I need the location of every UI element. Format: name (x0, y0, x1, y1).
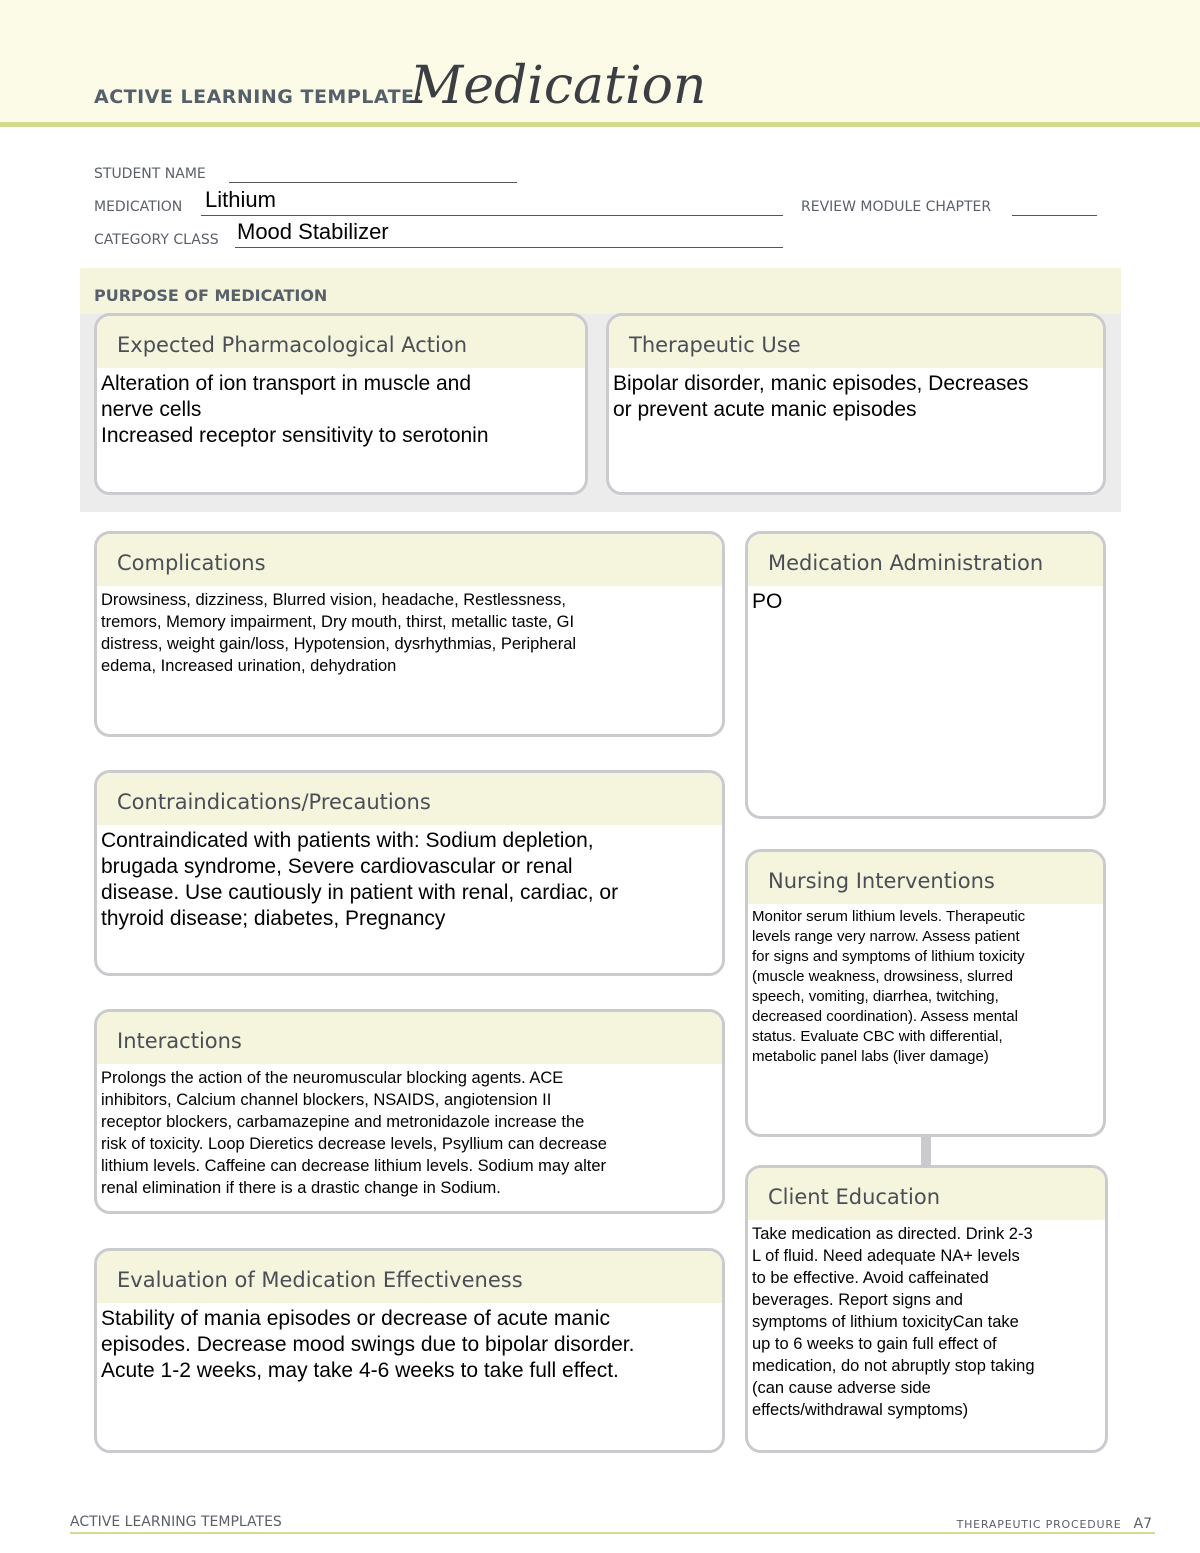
footer-right-text: THERAPEUTIC PROCEDURE (956, 1518, 1122, 1531)
expected-action-text[interactable]: Alteration of ion transport in muscle and nerve cells Increased receptor sensitivity to serotonin (101, 372, 489, 447)
review-module-line[interactable] (1012, 215, 1097, 216)
contraindications-text[interactable]: Contraindicated with patients with: Sodium depletion, brugada syndrome, Severe cardiovascular or renal disease. Use cautiously in patient with renal, cardiac, or thyroid disease; diabetes, Pregnancy (101, 829, 619, 930)
expected-action-title: Expected Pharmacological Action (97, 316, 585, 368)
therapeutic-use-box (606, 313, 1106, 495)
medication-value: Lithium (205, 187, 276, 212)
evaluation-box (94, 1248, 725, 1453)
contraindications-box (94, 770, 725, 976)
complications-title: Complications (97, 534, 722, 586)
nursing-interventions-title: Nursing Interventions (748, 852, 1103, 904)
complications-text[interactable]: Drowsiness, dizziness, Blurred vision, headache, Restlessness, tremors, Memory impairment, Dry mouth, thirst, metallic taste, GI distress, weight gain/loss, Hypotension, dysrhythmias, Peripheral edema, Increased urination, dehydration (101, 591, 577, 675)
footer-rule (70, 1532, 1155, 1534)
client-education-box (745, 1165, 1108, 1453)
medication-administration-title: Medication Administration (748, 534, 1103, 586)
template-label: ACTIVE LEARNING TEMPLATE: (94, 86, 423, 108)
complications-box (94, 531, 725, 737)
medication-administration-text[interactable]: PO (752, 590, 783, 613)
evaluation-title: Evaluation of Medication Effectiveness (97, 1251, 722, 1303)
interactions-text[interactable]: Prolongs the action of the neuromuscular blocking agents. ACE inhibitors, Calcium channel blockers, NSAIDS, angiotension II receptor blockers, carbamazepine and metronidazole increase the risk of toxicity. Loop Dieretics decrease levels, Psyllium can decrease lithium levels. Caffeine can decrease lithium levels. Sodium may alter renal elimination if there is a drastic change in Sodium. (101, 1069, 607, 1197)
category-class-line[interactable] (235, 247, 783, 248)
medication-line[interactable] (201, 215, 783, 216)
student-name-label: STUDENT NAME (94, 166, 206, 182)
nursing-interventions-box (745, 849, 1106, 1137)
review-module-label: REVIEW MODULE CHAPTER (801, 199, 992, 215)
interactions-box (94, 1009, 725, 1214)
medication-administration-box (745, 531, 1106, 819)
therapeutic-use-title: Therapeutic Use (609, 316, 1103, 368)
header-rule (0, 122, 1200, 127)
footer-left-text: ACTIVE LEARNING TEMPLATES (70, 1514, 282, 1530)
therapeutic-use-text[interactable]: Bipolar disorder, manic episodes, Decreases or prevent acute manic episodes (613, 372, 1029, 421)
client-education-title: Client Education (748, 1168, 1105, 1220)
footer-right (957, 1516, 1152, 1532)
interactions-title: Interactions (97, 1012, 722, 1064)
student-name-line[interactable] (229, 182, 517, 183)
client-education-text[interactable]: Take medication as directed. Drink 2-3 L of fluid. Need adequate NA+ levels to be effective. Avoid caffeinated beverages. Report signs and symptoms of lithium toxicityCan take up to 6 weeks to gain full effect of medication, do not abruptly stop taking (can cause adverse side effects/withdrawal symptoms) (752, 1225, 1035, 1419)
page-title: Medication (410, 56, 707, 116)
connector-bar (921, 1135, 931, 1165)
category-class-value: Mood Stabilizer (237, 219, 389, 244)
expected-action-box (94, 313, 588, 495)
nursing-interventions-text[interactable]: Monitor serum lithium levels. Therapeutic levels range very narrow. Assess patient for signs and symptoms of lithium toxicity (muscle weakness, drowsiness, slurred speech, vomiting, diarrhea, twitching, decreased coordination). Assess mental status. Evaluate CBC with differential, metabolic panel labs (liver damage) (752, 908, 1026, 1065)
contraindications-title: Contraindications/Precautions (97, 773, 722, 825)
category-class-label: CATEGORY CLASS (94, 232, 219, 248)
evaluation-text[interactable]: Stability of mania episodes or decrease of acute manic episodes. Decrease mood swings due to bipolar disorder. Acute 1-2 weeks, may take 4-6 weeks to take full effect. (101, 1307, 635, 1382)
purpose-title: PURPOSE OF MEDICATION (94, 286, 328, 305)
footer-page-number: A7 (1133, 1516, 1152, 1532)
medication-label: MEDICATION (94, 199, 183, 215)
